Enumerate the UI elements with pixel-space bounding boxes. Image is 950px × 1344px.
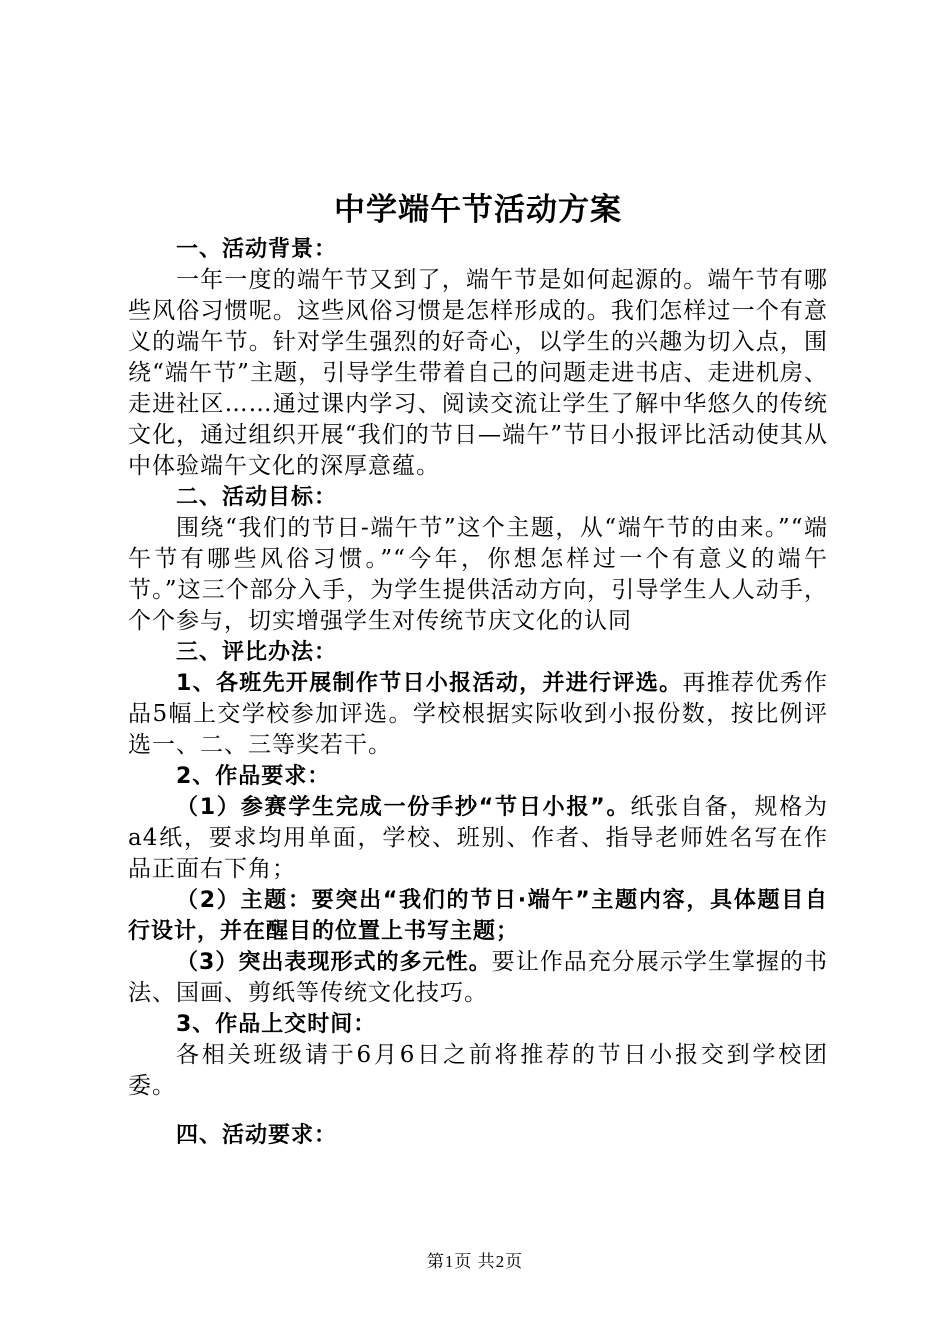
section-heading-goals: 二、活动目标： [176,485,338,510]
requirement-3-text: 要让作品充分展示学生掌握的书法、国画、剪纸等传统文化技巧。 [128,949,829,1006]
subheading-submission-time: 3、作品上交时间： [176,1012,377,1037]
paragraph-requirement-1 [128,792,828,885]
paragraph-requirement-2 [128,885,828,947]
paragraph-evaluation-item-1 [128,668,828,761]
document-title: 中学端午节活动方案 [334,192,622,228]
section-heading-background: 一、活动背景： [176,237,338,262]
paragraph-goals: 围绕“我们的节日-端午节”这个主题，从“端午节的由来。”“端午节有哪些风俗习惯。”“今年，你想怎样过一个有意义的端午节。”这三个部分入手，为学生提供活动方向，引导学生人人动手，个个参与，切实增强学生对传统节庆文化的认同 [128,515,828,634]
paragraph-background: 一年一度的端午节又到了，端午节是如何起源的。端午节有哪些风俗习惯呢。这些风俗习惯是怎样形成的。我们怎样过一个有意义的端午节。针对学生强烈的好奇心，以学生的兴趣为切入点，围绕“端午节”主题，引导学生带着自己的问题走进书店、走进机房、走进社区……通过课内学习、阅读交流让学生了解中华悠久的传统文化，通过组织开展“我们的节日—端午”节日小报评比活动使其从中体验端午文化的深厚意蕴。 [128,267,828,479]
document-body [128,190,828,1151]
spacer [128,1102,828,1120]
section-heading-evaluation: 三、评比办法： [176,640,338,665]
paragraph-submission-time: 各相关班级请于6月6日之前将推荐的节日小报交到学校团委。 [128,1042,828,1099]
item-1-bold-text: 1、各班先开展制作节日小报活动，并进行评选。 [176,671,683,696]
section-heading-requirements: 四、活动要求： [176,1123,338,1148]
requirement-2-bold-text: （2）主题：要突出“我们的节日·端午”主题内容，具体题目自行设计，并在醒目的位置上书写主题； [128,888,828,944]
requirement-3-bold-text: （3）突出表现形式的多元性。 [176,950,492,975]
paragraph-requirement-3 [128,947,828,1009]
item-1-text: 再推荐优秀作品5幅上交学校参加评选。学校根据实际收到小报份数，按比例评选一、二、三等奖若干。 [128,670,828,758]
requirement-1-bold-text: （1）参赛学生完成一份手抄“节日小报”。 [176,795,631,820]
page-footer: 第1页 共2页 [426,1252,524,1271]
requirement-1-text: 纸张自备，规格为a4纸，要求均用单面，学校、班别、作者、指导老师姓名写在作品正面右下角； [128,794,829,882]
subheading-work-requirements: 2、作品要求： [176,764,331,789]
